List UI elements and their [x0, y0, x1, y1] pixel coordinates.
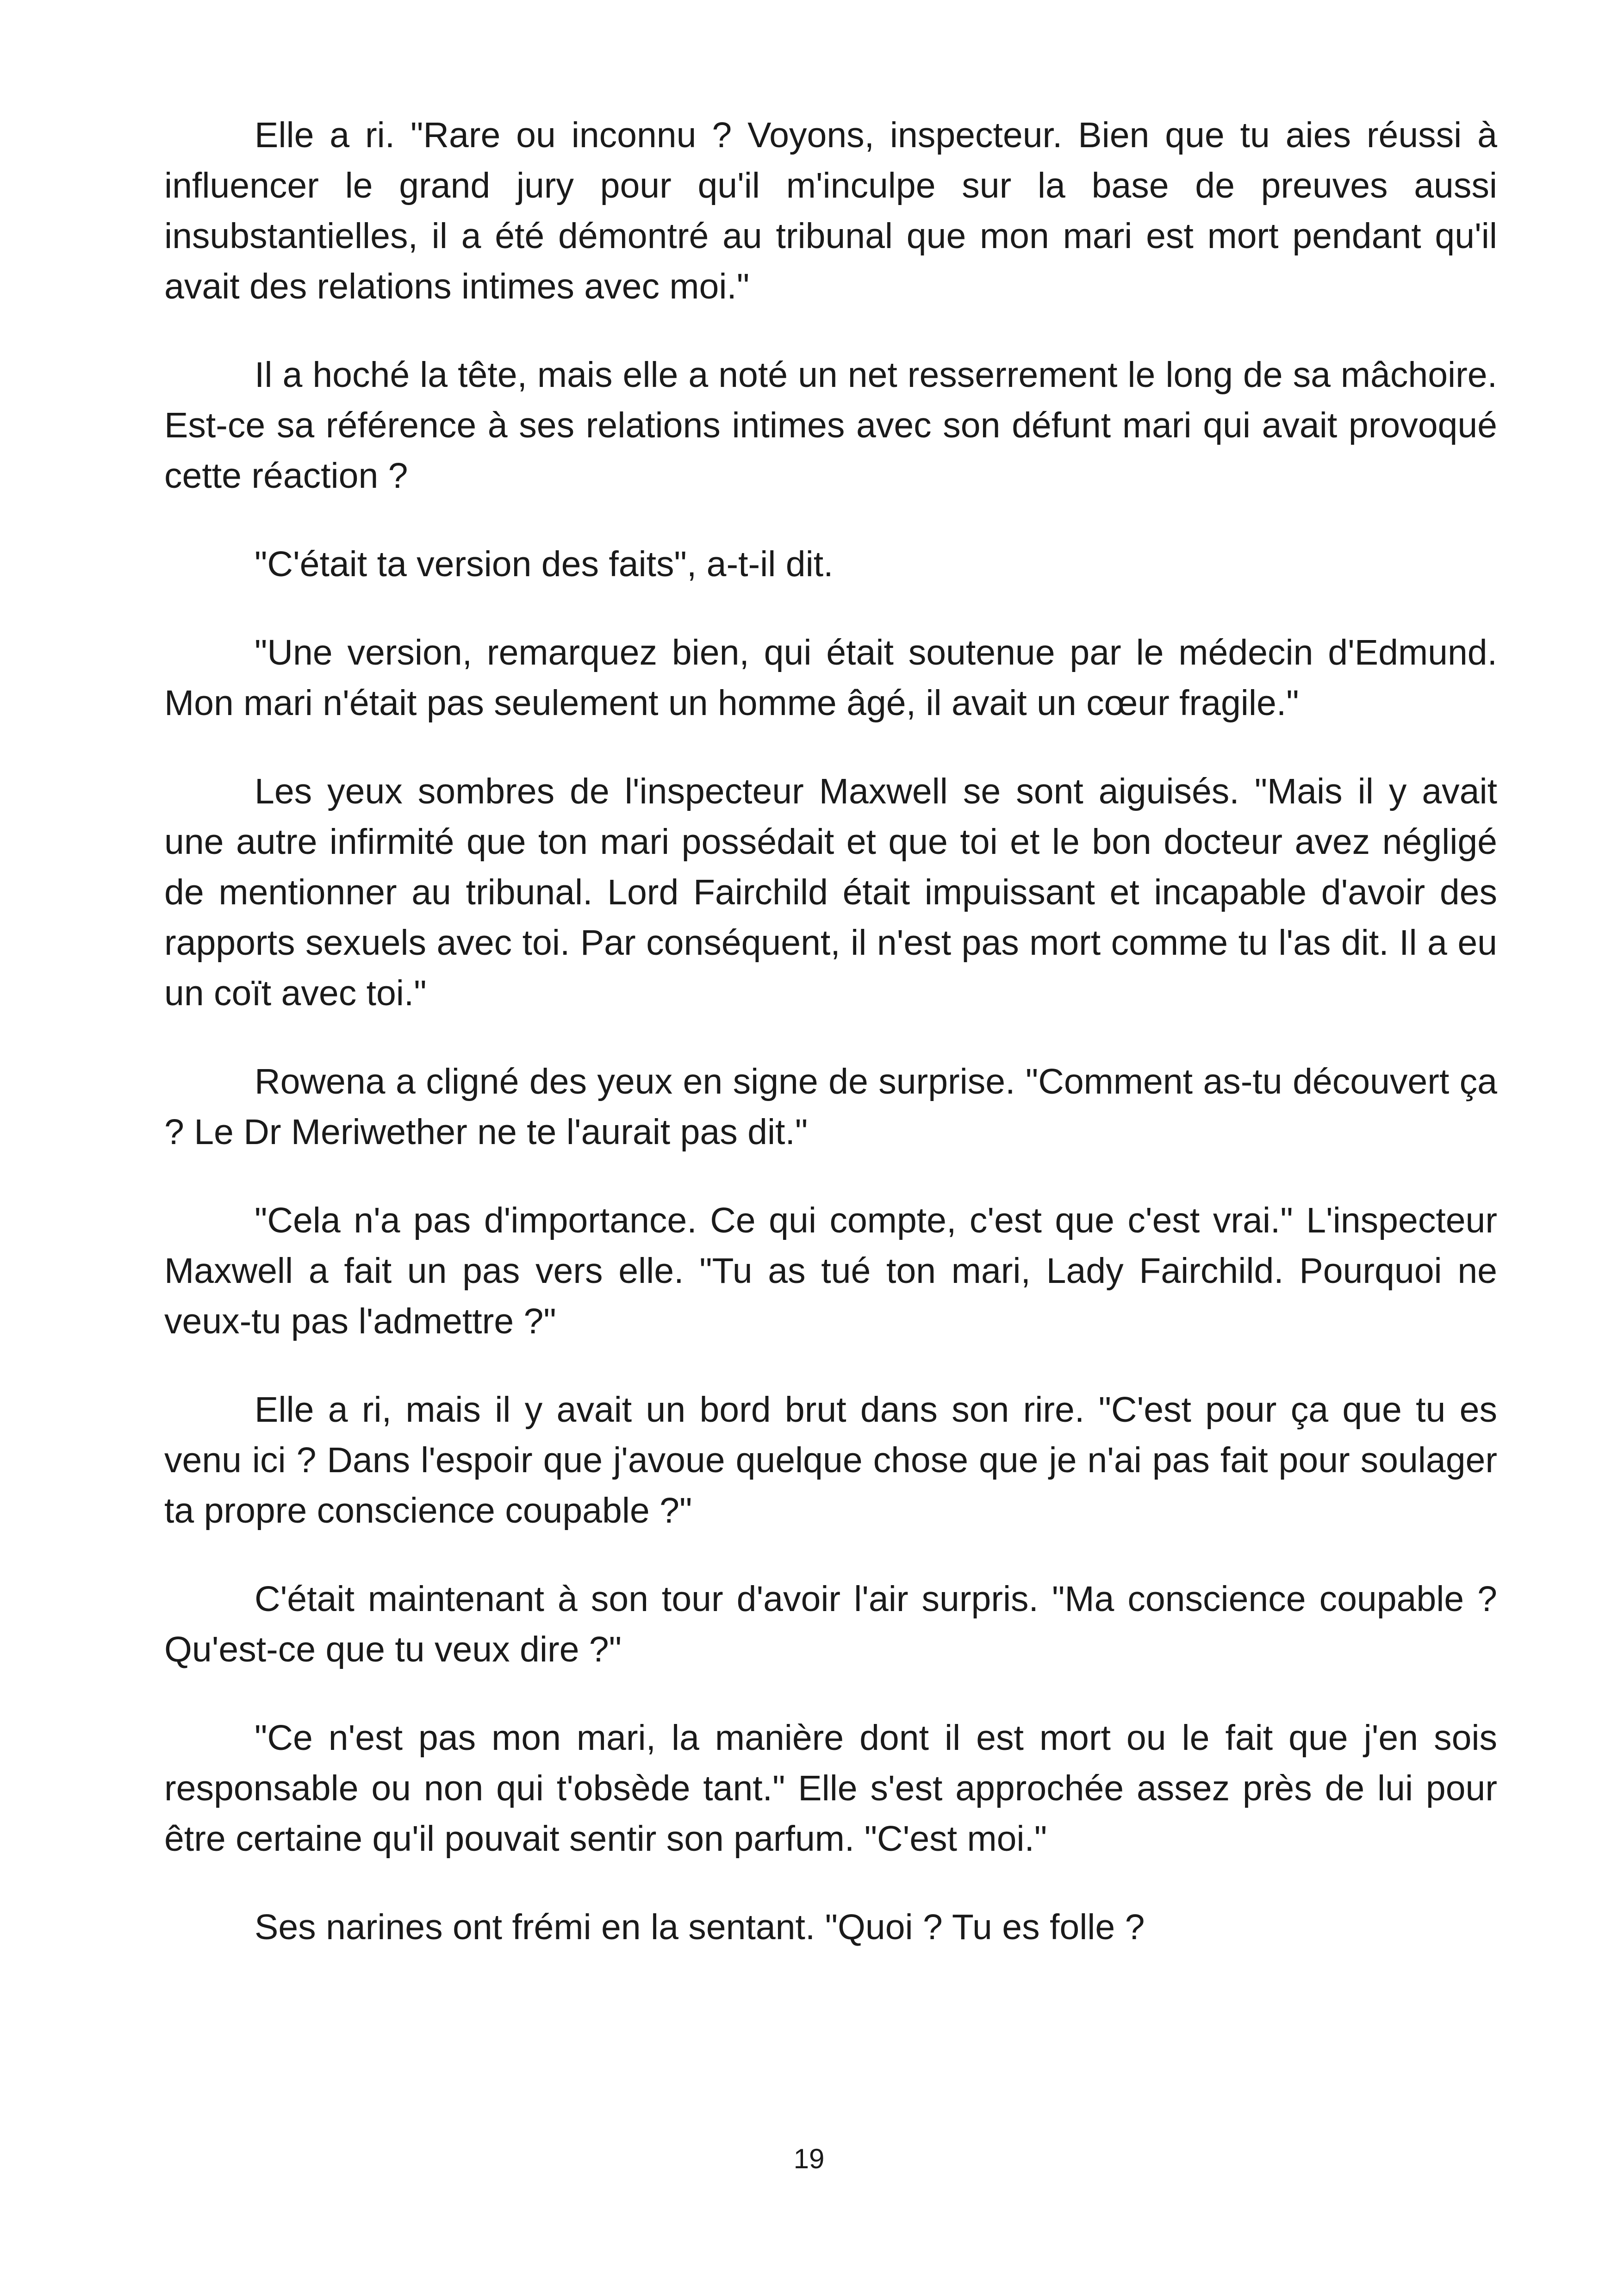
paragraph-5: Les yeux sombres de l'inspecteur Maxwell se sont aiguisés. "Mais il y avait une autre infirmité que ton mari possédait et que toi et le bon docteur avez négligé de mentionner au tribunal. Lord Fairchild était impuissant et incapable d'avoir des rapports sexuels avec toi. Par conséquent, il n'est pas mort comme tu l'as dit. Il a eu un coït avec toi.": [164, 772, 1497, 1013]
paragraph-2: Il a hoché la tête, mais elle a noté un net resserrement le long de sa mâchoire. Est-ce sa référence à ses relations intimes avec son défunt mari qui avait provoqué cette réaction ?: [164, 355, 1497, 496]
paragraph-4: "Une version, remarquez bien, qui était soutenue par le médecin d'Edmund. Mon mari n'était pas seulement un homme âgé, il avait un cœur fragile.": [164, 633, 1497, 723]
body-text: [164, 110, 1497, 1991]
paragraph-9: C'était maintenant à son tour d'avoir l'air surpris. "Ma conscience coupable ? Qu'est-ce que tu veux dire ?": [164, 1579, 1497, 1669]
page-number: 19: [793, 2143, 825, 2174]
paragraph-3: "C'était ta version des faits", a-t-il dit.: [255, 544, 834, 584]
paragraph-10: "Ce n'est pas mon mari, la manière dont il est mort ou le fait que j'en sois responsable ou non qui t'obsède tant." Elle s'est approchée assez près de lui pour être certaine qu'il pouvait sentir son parfum. "C'est moi.": [164, 1718, 1497, 1859]
paragraph-7: "Cela n'a pas d'importance. Ce qui compte, c'est que c'est vrai." L'inspecteur Maxwell a fait un pas vers elle. "Tu as tué ton mari, Lady Fairchild. Pourquoi ne veux-tu pas l'admettre ?": [164, 1201, 1497, 1341]
paragraph-11: Ses narines ont frémi en la sentant. "Quoi ? Tu es folle ?: [255, 1907, 1145, 1947]
paragraph-1: Elle a ri. "Rare ou inconnu ? Voyons, inspecteur. Bien que tu aies réussi à influencer le grand jury pour qu'il m'inculpe sur la base de preuves aussi insubstantielles, il a été démontré au tribunal que mon mari est mort pendant qu'il avait des relations intimes avec moi.": [164, 115, 1497, 306]
paragraph-6: Rowena a cligné des yeux en signe de surprise. "Comment as-tu découvert ça ? Le Dr Meriwether ne te l'aurait pas dit.": [164, 1062, 1497, 1152]
paragraph-8: Elle a ri, mais il y avait un bord brut dans son rire. "C'est pour ça que tu es venu ici ? Dans l'espoir que j'avoue quelque chose que je n'ai pas fait pour soulager ta propre conscience coupable ?": [164, 1390, 1497, 1531]
